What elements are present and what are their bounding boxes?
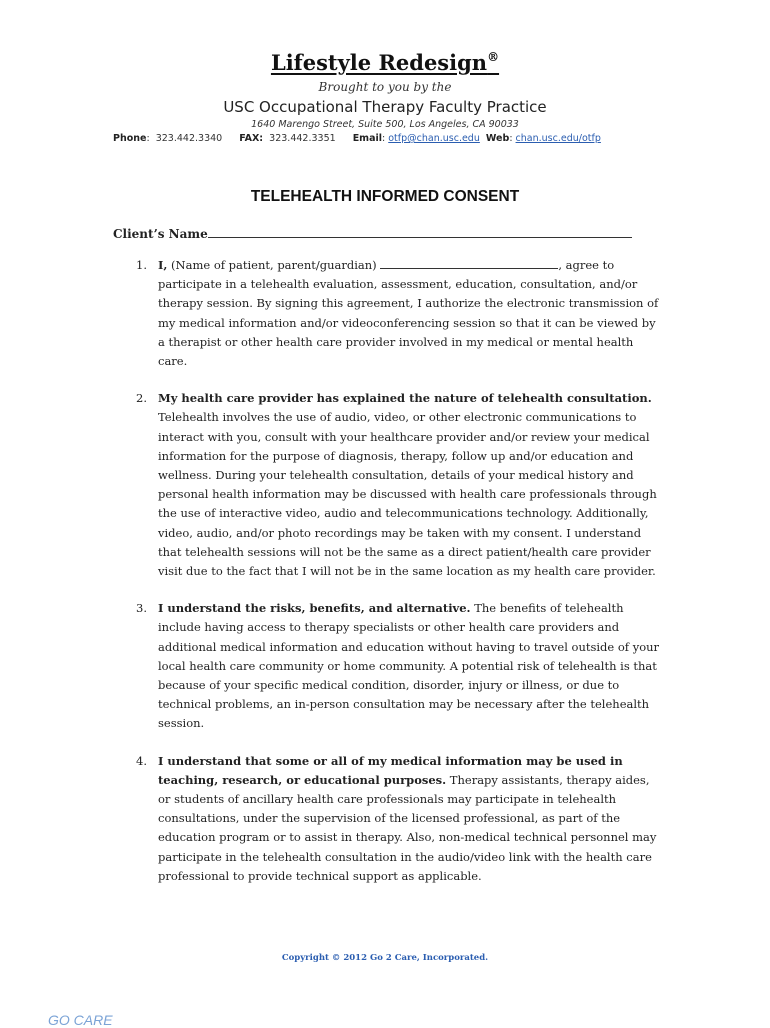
item-lead: I understand the risks, benefits, and alternative. — [158, 601, 471, 616]
brand-title — [0, 50, 770, 75]
item-number: 2. — [136, 391, 147, 406]
document-title: TELEHEALTH INFORMED CONSENT — [250, 188, 520, 205]
web-label: Web — [485, 133, 510, 144]
tagline: Brought to you by the — [318, 80, 452, 94]
item-text-b: , agree to participate in a telehealth evaluation, assessment, education, consultation, and/or therapy session. By signing this agreement, I authorize the electronic transmission of my medical information and/or videoconferencing session so that it can be viewed by a therapist or other health care provider involved in my medical or mental health care. — [158, 258, 659, 369]
item-text: Therapy assistants, therapy aides, or students of ancillary health care professionals may participate in telehealth consultations, under the supervision of the licensed professional, as part of the education program or to assist in therapy. Also, non-medical technical personnel may participate in the telehealth consultation in the audio/video link with the health care professional to provide technical support as applicable. — [158, 772, 657, 883]
item-number: 4. — [136, 753, 147, 768]
item-text: The benefits of telehealth include having access to therapy specialists or other health care providers and additional medical information and education without having to travel outside of your local health care community or home community. A potential risk of telehealth is that because of your specific medical condition, disorder, injury or illness, or due to technical problems, an in-person consultation may be necessary after the telehealth session. — [158, 601, 660, 731]
item-text-a: (Name of patient, parent/guardian) — [167, 258, 381, 272]
email-link[interactable]: otfp@chan.usc.edu — [388, 133, 480, 144]
consent-item-2 — [113, 389, 663, 581]
consent-item-1 — [113, 256, 663, 371]
phone-number: 323.442.3340 — [155, 133, 223, 144]
consent-item-4 — [113, 752, 663, 886]
brand-name: Lifestyle Redesign — [270, 50, 488, 75]
item-lead: I, — [158, 258, 168, 272]
fax-label: FAX: — [239, 133, 264, 144]
practice-name: USC Occupational Therapy Faculty Practice — [223, 98, 547, 116]
email-label: Email — [352, 133, 382, 144]
client-name-label: Client’s Name — [113, 227, 208, 241]
web-link[interactable]: chan.usc.edu/otfp — [515, 133, 601, 144]
copyright-notice: Copyright © 2012 Go 2 Care, Incorporated. — [281, 953, 489, 963]
client-name-line[interactable] — [208, 226, 632, 238]
item-text: Telehealth involves the use of audio, video, or other electronic communications to interact with you, consult with your healthcare provider and/or review your medical information for the purpose of diagnosis, therapy, follow up and/or education and wellness. During your telehealth consultation, details of your medical history and personal health information may be discussed with health care professionals through the use of interactive video, audio and telecommunications technology. Additionally, video, audio, and/or photo recordings may be taken with my consent. I understand that telehealth sessions will not be the same as a direct patient/health care provider visit due to the fact that I will not be in the same location as my health care provider. — [158, 410, 657, 579]
patient-name-blank[interactable] — [380, 257, 558, 269]
address: 1640 Marengo Street, Suite 500, Los Angeles, CA 90033 — [251, 119, 519, 130]
consent-items — [113, 256, 663, 886]
registered-mark: ® — [487, 50, 500, 64]
fax-number: 323.442.3351 — [269, 133, 336, 144]
item-number: 3. — [136, 601, 147, 616]
client-name-field — [113, 226, 632, 241]
item-lead: My health care provider has explained the nature of telehealth consultation. — [158, 391, 652, 406]
phone-label: Phone — [113, 133, 147, 144]
go-care-logo: GO CARE — [48, 1012, 113, 1028]
item-number: 1. — [136, 258, 147, 272]
item-lead: I understand that some or all of my medical information may be used in teaching, research, or educational purposes. — [158, 753, 623, 787]
contact-line: Phone: 323.442.3340 FAX: 323.442.3351 Email: otfp@chan.usc.edu Web: chan.usc.edu/otfp — [113, 133, 601, 144]
consent-item-3 — [113, 599, 663, 733]
